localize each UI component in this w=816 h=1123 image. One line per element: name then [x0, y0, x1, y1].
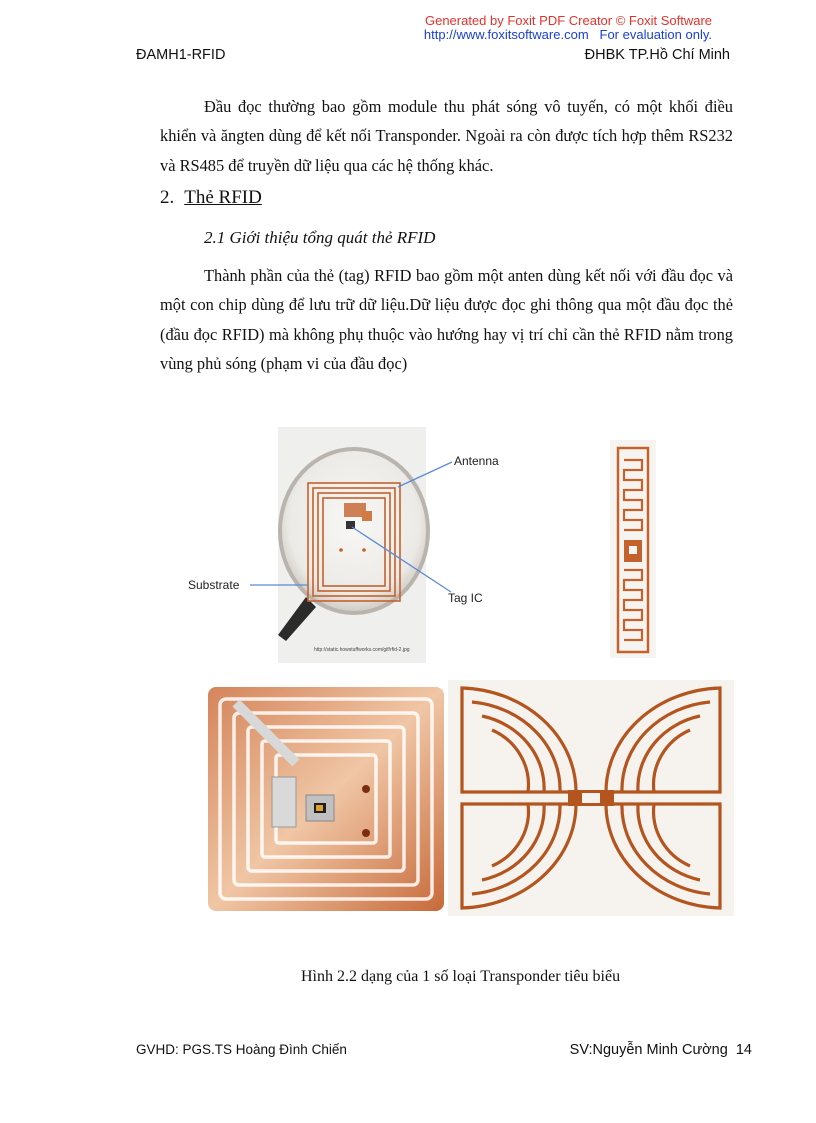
section-heading	[160, 187, 262, 209]
section-number: 2.	[160, 187, 175, 208]
slim-rfid-tag-image	[610, 440, 656, 658]
body-paragraph-block	[160, 261, 733, 379]
section-title: Thẻ RFID	[184, 187, 262, 208]
image-source-url: http://static.howstuffworks.com/gif/rfid-2.jpg	[314, 647, 410, 653]
square-coil-tag-image	[206, 685, 446, 913]
page-number: 14	[735, 1042, 752, 1058]
figure-caption: Hình 2.2 dạng của 1 số loại Transponder tiêu biểu	[301, 968, 621, 985]
header-left: ĐAMH1-RFID	[136, 47, 226, 63]
intro-paragraph: Đầu đọc thường bao gồm module thu phát sóng vô tuyến, có một khối điều khiển và ăngten dùng để kết nối Transponder. Ngoài ra còn được tích hợp thêm RS232 và RS485 để truyền dữ liệu qua các hệ thống khác.	[160, 97, 733, 175]
rfid-tag-diagram-image	[186, 427, 506, 663]
watermark-line1: Generated by Foxit PDF Creator © Foxit Software	[424, 13, 712, 28]
tag-ic-label: Tag IC	[448, 591, 483, 605]
substrate-label: Substrate	[188, 578, 240, 592]
antenna-label: Antenna	[454, 454, 499, 468]
footer-author: SV:Nguyễn Minh Cường	[569, 1042, 728, 1058]
footer-right-block	[570, 1042, 752, 1058]
header-right: ĐHBK TP.Hồ Chí Minh	[584, 47, 730, 63]
intro-paragraph-block	[160, 92, 733, 180]
subsection-title: 2.1 Giới thiệu tổng quát thẻ RFID	[204, 228, 436, 247]
watermark-note: For evaluation only.	[599, 27, 712, 42]
foxit-watermark	[424, 14, 712, 42]
butterfly-antenna-tag-image	[448, 680, 734, 916]
footer-left: GVHD: PGS.TS Hoàng Đình Chiến	[136, 1042, 347, 1057]
body-paragraph: Thành phần của thẻ (tag) RFID bao gồm một anten dùng kết nối với đầu đọc và một con chip dùng để lưu trữ dữ liệu.Dữ liệu được đọc ghi thông qua một đầu đọc thẻ (đầu đọc RFID) mà không phụ thuộc vào hướng hay vị trí chỉ cần thẻ RFID nằm trong vùng phủ sóng (phạm vi của đầu đọc)	[160, 266, 733, 374]
watermark-url[interactable]: http://www.foxitsoftware.com	[423, 27, 589, 42]
